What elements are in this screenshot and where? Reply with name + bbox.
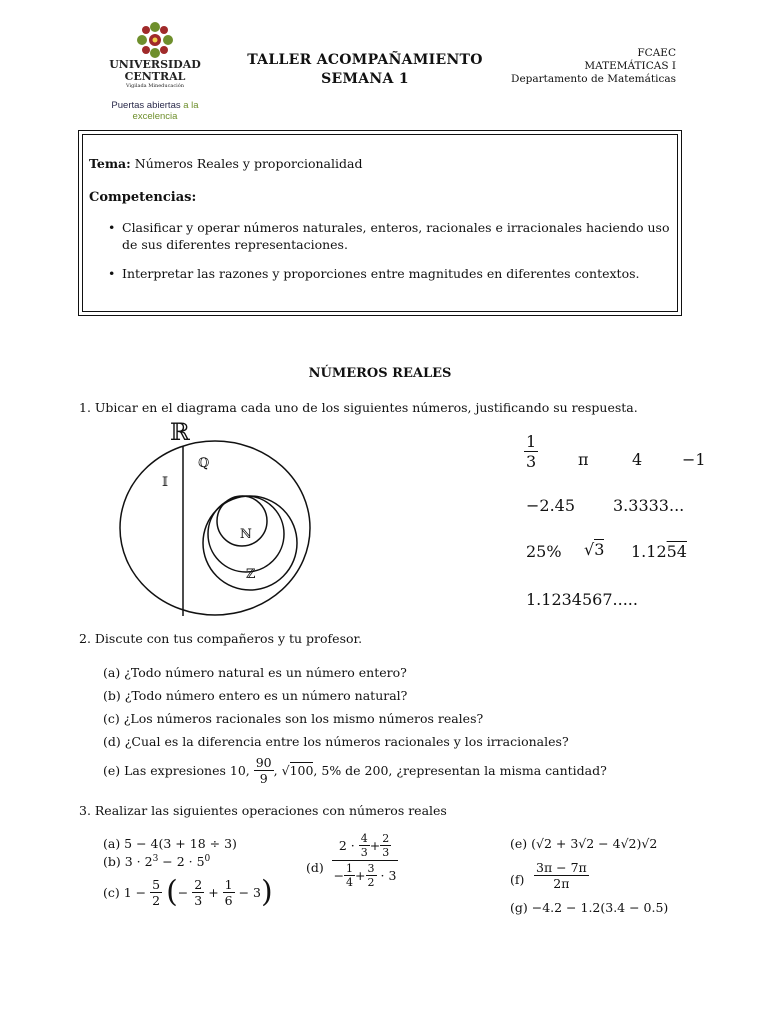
fraction-denominator: 3 — [382, 846, 390, 859]
question-2-e — [103, 755, 607, 786]
bullet-dot: • — [108, 220, 116, 235]
fraction — [359, 832, 370, 859]
sqrt-sign: √ — [584, 540, 595, 559]
tema-label: Tema: — [89, 156, 131, 171]
q3b-exp2: 0 — [204, 854, 211, 864]
number-minus-one: −1 — [682, 450, 706, 469]
university-logo — [90, 22, 220, 122]
sqrt-sign: , √ — [273, 763, 290, 778]
course-label: MATEMÁTICAS I — [584, 60, 676, 72]
logo-slogan — [90, 100, 220, 122]
question-3-d — [332, 832, 398, 889]
complex-denominator — [332, 861, 398, 889]
fraction-denominator: 3 — [360, 846, 368, 859]
tema-line — [89, 156, 362, 171]
real-set-ellipse — [120, 441, 310, 615]
bullet-2: Interpretar las razones y proporciones entre magnitudes en diferentes contextos. — [122, 266, 640, 281]
fraction-denominator: 3 — [526, 452, 537, 471]
question-3-g: (g) −4.2 − 1.2(3.4 − 0.5) — [510, 900, 669, 915]
tema-value: Números Reales y proporcionalidad — [134, 156, 363, 171]
set-label-N: ℕ — [240, 527, 252, 542]
department-label: Departamento de Matemáticas — [511, 73, 676, 85]
question-3-c — [103, 874, 273, 910]
question-2-d: (d) ¿Cual es la diferencia entre los números racionales y los irracionales? — [103, 734, 569, 749]
logo-text-university: UNIVERSIDAD — [109, 58, 201, 71]
q2e-prefix: (e) Las expresiones 10, — [103, 763, 250, 778]
page-subtitle: SEMANA 1 — [321, 71, 409, 87]
q3b-mid: − 2 · 5 — [158, 854, 205, 870]
bullet-1-line-1: Clasificar y operar números naturales, enteros, racionales e irracionales haciendo uso — [122, 220, 670, 235]
fraction-denominator: 4 — [346, 876, 354, 889]
question-3-f-label: (f) — [510, 872, 525, 887]
question-3-d-label: (d) — [306, 860, 324, 875]
fraction-denominator: 9 — [259, 771, 268, 786]
fraction-numerator: 90 — [255, 755, 272, 770]
number-1-12-repeating — [631, 542, 687, 561]
sqrt-radicand: 3 — [594, 540, 605, 559]
paren-open: ( — [166, 874, 178, 910]
set-label-Z: ℤ — [246, 567, 256, 582]
q2e-suffix: , 5% de 200, ¿representan la misma cantidad? — [313, 763, 607, 778]
repeating-decimal-period: 54 — [666, 542, 687, 561]
question-3-e: (e) (√2 + 3√2 − 4√2)√2 — [510, 836, 658, 851]
paren-close: ) — [261, 874, 273, 910]
logo-text-vigilada: Vigilada Mineducación — [125, 83, 184, 89]
number-four: 4 — [632, 450, 643, 469]
topic-box-inner — [82, 134, 678, 312]
fraction-numerator: 1 — [224, 877, 233, 892]
fraction-denominator: 2 — [152, 893, 161, 908]
fraction — [254, 755, 274, 786]
fraction-numerator: 4 — [360, 832, 368, 845]
q3d-den-pre: − — [333, 868, 345, 883]
number-sqrt-3 — [584, 540, 604, 559]
faculty-label: FCAEC — [637, 47, 676, 59]
bullet-dot: • — [108, 266, 116, 281]
fraction-numerator: 5 — [152, 877, 161, 892]
number-one-third — [524, 432, 538, 471]
complex-numerator — [332, 832, 398, 861]
question-2-b: (b) ¿Todo número entero es un número natural? — [103, 688, 408, 703]
number-25-percent: 25% — [526, 542, 562, 561]
fraction-numerator: 1 — [526, 432, 537, 451]
fraction — [524, 432, 538, 471]
question-2-c: (c) ¿Los números racionales son los mismo números reales? — [103, 711, 484, 726]
fraction — [150, 877, 162, 908]
fraction — [344, 862, 355, 889]
number-3-3333: 3.3333... — [613, 496, 685, 515]
section-title: NÚMEROS REALES — [308, 366, 452, 381]
fraction-denominator: 3 — [194, 893, 203, 908]
q3b-exp1: 3 — [152, 854, 159, 864]
q3d-plus: + — [355, 868, 366, 883]
fraction — [366, 862, 377, 889]
number-pi: π — [578, 450, 589, 469]
fraction-numerator: 2 — [194, 877, 203, 892]
bullet-1-line-2: de sus diferentes representaciones. — [122, 237, 348, 252]
q3c-tail: − 3 — [238, 885, 261, 900]
q3c-label: (c) 1 − — [103, 885, 147, 900]
question-3-b — [103, 854, 210, 869]
topic-box — [78, 130, 682, 316]
fraction-denominator: 6 — [224, 893, 233, 908]
q3c-plus: + — [208, 885, 219, 900]
q3b-base: (b) 3 · 2 — [103, 854, 153, 870]
set-label-R: ℝ — [170, 418, 190, 446]
question-2: 2. Discute con tus compañeros y tu profesor. — [79, 631, 363, 646]
question-3-a: (a) 5 − 4(3 + 18 ÷ 3) — [103, 836, 237, 851]
fraction-numerator: 3 — [367, 862, 375, 875]
fraction — [380, 832, 391, 859]
fraction — [192, 877, 204, 908]
number-1-1234567: 1.1234567..... — [526, 590, 638, 609]
logo-slogan-a: Puertas abiertas — [111, 100, 181, 111]
fraction — [223, 877, 235, 908]
fraction-denominator: 2π — [553, 876, 570, 891]
fraction-numerator: 3π − 7π — [536, 860, 587, 875]
fraction-numerator: 2 — [382, 832, 390, 845]
number-sets-diagram — [115, 420, 325, 620]
logo-text-central: CENTRAL — [124, 70, 186, 83]
question-3: 3. Realizar las siguientes operaciones con números reales — [79, 803, 447, 818]
q3d-den-tail: · 3 — [380, 868, 397, 883]
fraction — [534, 860, 589, 891]
fraction-denominator: 2 — [367, 876, 375, 889]
flower-emblem-icon — [135, 22, 175, 58]
q3d-num-pre: 2 · — [338, 838, 355, 853]
question-3-f — [534, 860, 589, 891]
question-1: 1. Ubicar en el diagrama cada uno de los siguientes números, justificando su respuesta. — [79, 400, 638, 415]
sqrt-radicand: 100 — [289, 763, 314, 778]
fraction-numerator: 1 — [346, 862, 354, 875]
q3d-plus: + — [369, 838, 381, 853]
page-title: TALLER ACOMPAÑAMIENTO — [247, 52, 483, 68]
logo-slogan-b: a la excelencia — [132, 100, 199, 122]
set-label-I: 𝕀 — [162, 475, 169, 490]
set-label-Q: ℚ — [198, 456, 210, 471]
q3c-minus: − — [177, 885, 189, 900]
competencias-label: Competencias: — [89, 190, 197, 205]
number-minus-2-45: −2.45 — [526, 496, 576, 515]
question-2-a: (a) ¿Todo número natural es un número entero? — [103, 665, 407, 680]
repeating-decimal-int: 1.12 — [631, 542, 667, 561]
